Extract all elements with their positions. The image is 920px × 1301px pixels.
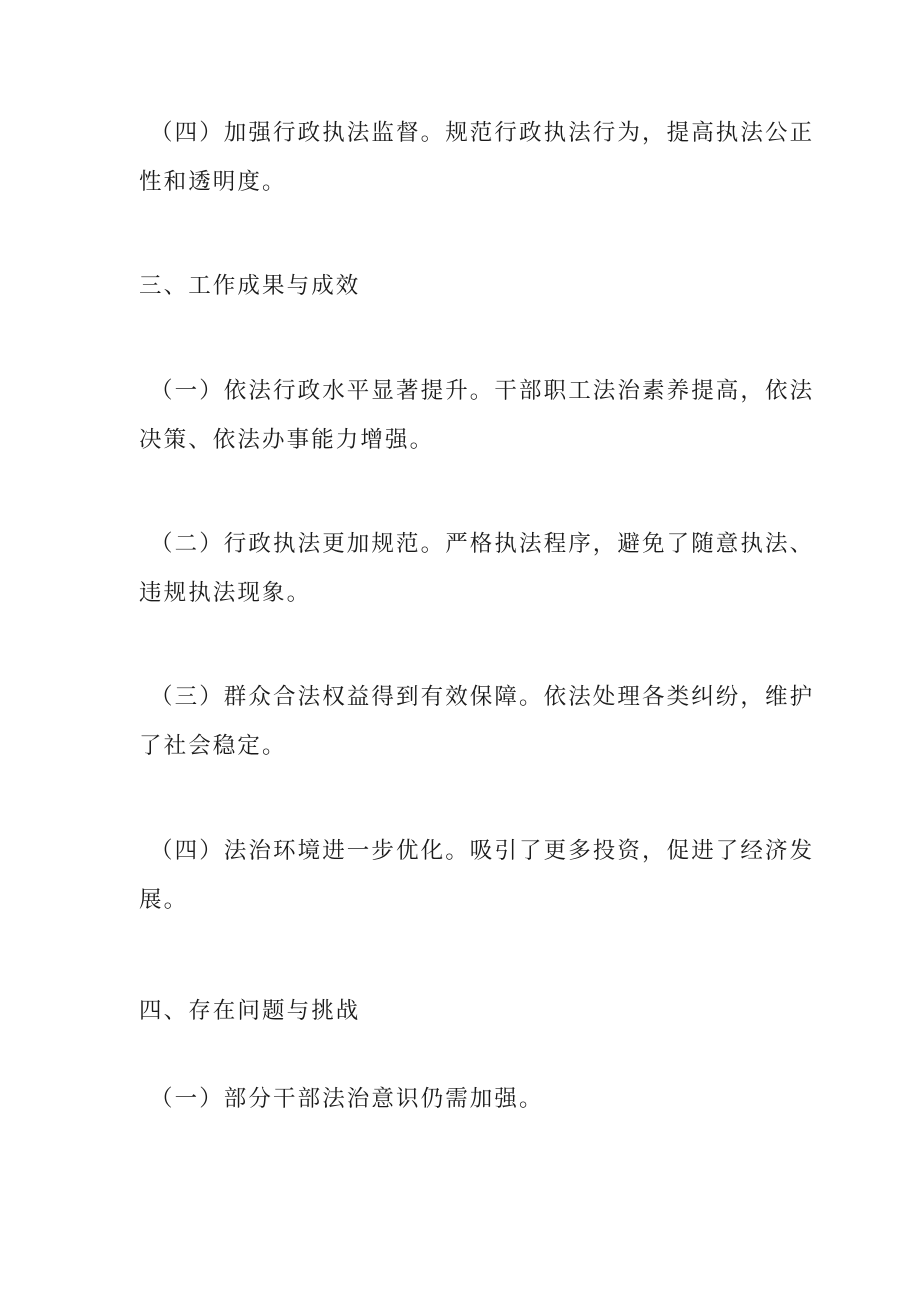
paragraph-4-enforcement-supervision-line-1: （四）加强行政执法监督。规范行政执法行为，提高执法公正 xyxy=(150,120,815,146)
result-3-line-1: （三）群众合法权益得到有效保障。依法处理各类纠纷，维护 xyxy=(150,684,815,710)
result-2-line-2: 违规执法现象。 xyxy=(139,580,312,606)
result-4-line-1: （四）法治环境进一步优化。吸引了更多投资，促进了经济发 xyxy=(150,838,815,864)
problem-1-line-1: （一）部分干部法治意识仍需加强。 xyxy=(150,1086,544,1112)
result-1-line-2: 决策、依法办事能力增强。 xyxy=(139,427,435,453)
paragraph-4-enforcement-supervision-line-2: 性和透明度。 xyxy=(139,169,287,195)
section-heading-4: 四、存在问题与挑战 xyxy=(139,998,361,1024)
result-3-line-2: 了社会稳定。 xyxy=(139,733,287,759)
result-1-line-1: （一）依法行政水平显著提升。干部职工法治素养提高，依法 xyxy=(150,378,815,404)
result-2-line-1: （二）行政执法更加规范。严格执法程序，避免了随意执法、 xyxy=(150,531,815,557)
section-heading-3: 三、工作成果与成效 xyxy=(139,273,361,299)
result-4-line-2: 展。 xyxy=(139,887,189,913)
